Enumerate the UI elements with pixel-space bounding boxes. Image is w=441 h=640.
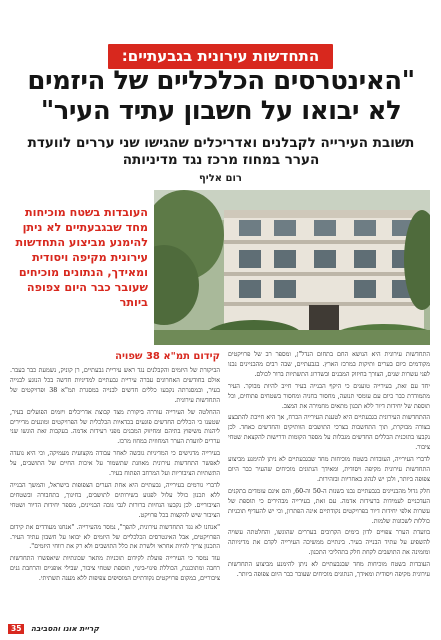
section-banner: התחדשות עירונית בגבעתיים: <box>108 44 333 69</box>
author-byline: רום אליף <box>199 173 242 184</box>
building-photo-illustration <box>154 190 430 345</box>
column-subtitle: קידום תמ"א 38 שפויה <box>115 351 220 362</box>
paragraph: בעירייה מדגישים כי המדיניות גובשה לאחר עבודה מקצועית מעמיקה, וכי היא נועדה לאפשר התחדשות עירונית מאוזנת שתשמור על איכות החיים של התושבים, על התשתיות הציבוריות ועל המרחב הפתוח בעיר. <box>10 450 220 478</box>
paragraph: חלק גדול מהבניינים בגבעתיים נבנו בשנות ה-50 וה-60, והם אינם עומדים בתקנים העדכניים לעמידות ברעידות אדמה. עם זאת, בעירייה מבהירים כי תוספת של עשרות אלפי יחידות דיור בפרויקטים נקודתיים אינה הפתרון, וכי יש להעדיף תוכניות כוללות לשכונות שלמות. <box>228 487 430 525</box>
article-column-right <box>228 350 430 618</box>
paragraph: עוד נמסר כי העירייה פועלת לקידום תוכניות מתאר שכונתיות שיאפשרו התחדשות רחבה ומתוכננת, הכוללת פינוי-בינוי, תוספת שטחי ציבור, שבילי אופניים והרחבת גנים ציבוריים, במקום פרויקטים נקודתיים המוסיפים צפיפות ללא מענה תשתיתי. <box>10 555 220 583</box>
paragraph: לדברי גורמים בעירייה, גבעתיים היא אחת הערים הצפופות בישראל, והמשך הבנייה ללא תכנון כולל עלול לפגוע בשירותים לתושבים, בחינוך, בתחבורה ובשטחים הציבוריים. לכן נקבעו הנחיות ברורות לגבי גובה הבניינים, מספר יחידות הדיור ושטחי הציבור שיש להקצות בכל פרויקט. <box>10 481 220 519</box>
paragraph: התחדשות עירונית היא הנושא החם בתחום הנדל"ן, ומספר רב של פרויקטים מקודמים כיום בערים ותיקות במרכז הארץ. בגבעתיים, שבה רבים מהבניינים נבנו לפני עשרות שנים, הצורך בחיזוק המבנים ובשדרוג התשתיות ברור לכולם. <box>228 351 430 378</box>
page-footer <box>8 624 128 636</box>
paragraph: ההתחדשות העירונית בגבעתיים היא לטענת העירייה הכרח, אך היא חייבת להתבצע בצורה מבוקרת, תוך התחשבות בצרכי התושבים הוותיקים והחדשים כאחד. לכן נקבעו בתוכנית הכללים החדשים מגבלות על מספר הקומות ודרישות להקצאת שטחי ציבור. <box>228 414 430 452</box>
paragraph: העובדות בשטח מוכיחות מחד שבגבעתיים לא ניתן להימנע מביצוע התחדשות עירונית מקיפה ויסודית ומאידך, הנתונים מוכיחים שעובר כבר היום צפופה ביותר. <box>228 561 430 579</box>
paragraph: "אנחנו לא נגד התחדשות עירונית, להפך", נמסר מהעירייה. "אנחנו מעודדים את קידום הפרויקטים, אבל האינטרסים הכלכליים של היזמים לא יבואו על חשבון עתיד העיר. התכנון צריך להיות אחראי ולשרת את כלל התושבים ולא רק את רווחי היזמים". <box>10 523 220 551</box>
article-headline: "האינטרסים הכלכליים של היזמים לא יבואו על חשבון עתיד העיר" <box>27 66 415 126</box>
article-photo <box>154 190 430 345</box>
paragraph: ההחלטה של העירייה עוררה ביקורת מצד קבוצת אדריכלים ויזמים הפועלים בעיר, שטענו כי הכללים החדשים פוגעים בכדאיות הכלכלית של הפרויקטים ומונעים מדיירים ליהנות משיפוץ בתיהם ומחיזוק המבנים מפני רעידות אדמה. בעקבות זאת הוגשו שני עררים לוועדת הערר המחוזית במחוז מרכז. <box>10 408 220 446</box>
article-subheadline: תשובת העירייה לקבלנים ואדריכלים שהגישו שני עררים לוועדת הערר במחוז מרכז נגד מדיניותה <box>27 135 415 168</box>
paragraph: לדברי העירייה, העובדות בשטח מוכיחות מחד שבגבעתיים לא ניתן להימנע מביצוע התחדשות עירונית מקיפה ויסודית, ומאידך הנתונים מוכיחים שהעיר כבר היום צפופה ביותר, ולכן יש לנהוג באחריות ובזהירות. <box>228 456 430 483</box>
page-number: 35 <box>8 624 24 634</box>
masthead: קריית אונו והסביבה <box>30 624 99 633</box>
paragraph: הביקורת של היזמים והקבלנים נגד ראש עיריית גבעתיים, רן קוניק, נשמעת כבר בעבר. אולם בחודשים האחרונים עברה עיריית גבעתיים למדיניות חדשה בכל הנוגע לבנייה בעיר, ובמסגרתה נקבעו כללים חדשים לבנייה במסגרת תמ"א 38 ופרויקטים של התחדשות עירונית. <box>10 367 220 404</box>
article-column-left <box>10 350 220 618</box>
paragraph: יחד עם זאת, בעירייה טוענים כי היקף הבנייה בעיר חייב להיות מבוקר. העיר מתמודדת כבר כיום עם עומסי תנועה, מחסור בחניה ומחסור בשטחים פתוחים, וכל תוספת של יחידות דיור ללא תכנון מתאים מחמירה את המצב. <box>228 382 430 410</box>
pull-quote: העובדות בשטח מוכיחות מחד שבגבעתיים לא ניתן להימנע מביצוע התחדשות עירונית מקיפה ויסודית ומאידך, הנתונים מוכיחים שעובר כבר היום צפופה ביותר <box>15 206 148 309</box>
paragraph: בוועדת הערר צפויים לדון בימים הקרובים בעררים שהוגשו, והחלטתה עשויה להשפיע על עתיד הבנייה בעיר. בינתיים ממשיכה העירייה לקדם את מדיניותה ומזמינה את התושבים לקחת חלק בתהליכי התכנון. <box>228 529 430 557</box>
